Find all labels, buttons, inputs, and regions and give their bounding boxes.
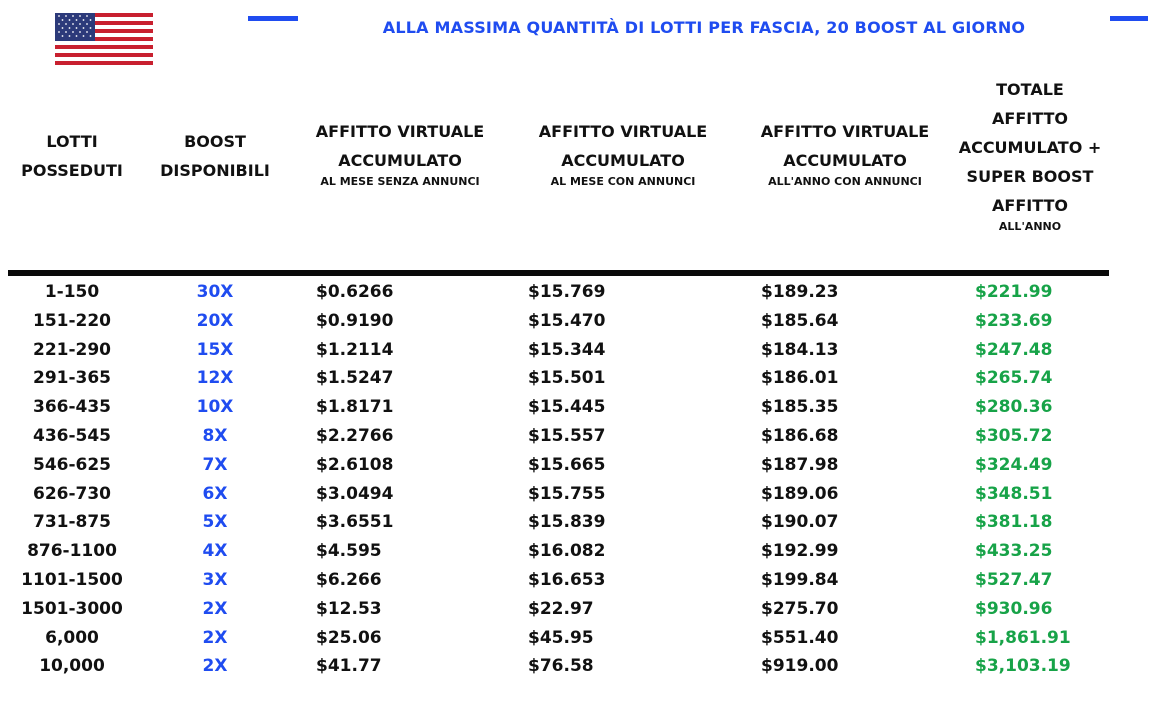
header-lotti bbox=[18, 127, 126, 185]
header-line: ACCUMULATO bbox=[561, 151, 685, 170]
cell-totale: $527.47 bbox=[975, 570, 1053, 590]
cell-affitto-anno-con: $190.07 bbox=[761, 512, 839, 533]
header-line: ACCUMULATO + bbox=[958, 138, 1102, 157]
cell-totale: $305.72 bbox=[975, 426, 1053, 446]
cell-affitto-mese-con: $15.755 bbox=[528, 483, 606, 504]
cell-affitto-mese-senza: $1.5247 bbox=[316, 368, 394, 389]
cell-affitto-anno-con: $275.70 bbox=[761, 598, 839, 619]
cell-boost: 5X bbox=[202, 512, 228, 533]
cell-affitto-anno-con: $187.98 bbox=[761, 454, 839, 475]
header-line: ACCUMULATO bbox=[783, 151, 907, 170]
cell-totale: $221.99 bbox=[975, 282, 1053, 302]
cell-affitto-mese-senza: $0.6266 bbox=[316, 282, 394, 302]
cell-affitto-mese-senza: $3.6551 bbox=[316, 512, 394, 533]
cell-lotti: 291-365 bbox=[32, 368, 112, 389]
header-affitto-mese-con bbox=[528, 117, 718, 189]
header-sub: ALL'ANNO bbox=[998, 220, 1062, 233]
table-row bbox=[0, 567, 1152, 596]
cell-affitto-mese-con: $76.58 bbox=[528, 656, 594, 677]
cell-boost: 12X bbox=[196, 368, 234, 389]
cell-lotti: 1501-3000 bbox=[21, 598, 123, 619]
cell-boost: 30X bbox=[196, 282, 234, 302]
us-flag-icon bbox=[55, 13, 153, 65]
table-row bbox=[0, 481, 1152, 510]
cell-boost: 20X bbox=[196, 310, 234, 331]
cell-lotti: 6,000 bbox=[45, 627, 99, 648]
cell-affitto-mese-senza: $1.8171 bbox=[316, 397, 394, 418]
cell-affitto-mese-con: $15.501 bbox=[528, 368, 606, 389]
cell-totale: $348.51 bbox=[975, 483, 1053, 504]
cell-lotti: 731-875 bbox=[32, 512, 112, 533]
table-row bbox=[0, 538, 1152, 567]
cell-totale: $930.96 bbox=[975, 598, 1053, 619]
table-row bbox=[0, 596, 1152, 625]
table-row bbox=[0, 423, 1152, 452]
cell-boost: 2X bbox=[202, 627, 228, 648]
cell-lotti: 1101-1500 bbox=[21, 570, 123, 590]
cell-affitto-mese-senza: $3.0494 bbox=[316, 483, 394, 504]
header-line: POSSEDUTI bbox=[21, 161, 123, 180]
cell-affitto-mese-con: $15.445 bbox=[528, 397, 606, 418]
cell-boost: 2X bbox=[202, 598, 228, 619]
cell-boost: 4X bbox=[202, 541, 228, 562]
table-row bbox=[0, 279, 1152, 308]
cell-totale: $265.74 bbox=[975, 368, 1053, 389]
header-line: AFFITTO bbox=[992, 196, 1068, 215]
cell-totale: $381.18 bbox=[975, 512, 1053, 533]
cell-boost: 10X bbox=[196, 397, 234, 418]
cell-boost: 2X bbox=[202, 656, 228, 677]
header-line: AFFITTO VIRTUALE bbox=[760, 122, 930, 141]
cell-affitto-mese-senza: $4.595 bbox=[316, 541, 382, 562]
accent-bar-right bbox=[1110, 16, 1148, 21]
header-line: TOTALE bbox=[996, 80, 1064, 99]
cell-affitto-mese-con: $15.344 bbox=[528, 339, 606, 360]
cell-lotti: 626-730 bbox=[32, 483, 112, 504]
cell-affitto-mese-senza: $2.6108 bbox=[316, 454, 394, 475]
cell-affitto-mese-con: $15.769 bbox=[528, 282, 606, 302]
cell-boost: 3X bbox=[202, 570, 228, 590]
table-row bbox=[0, 509, 1152, 538]
header-line: AFFITTO VIRTUALE bbox=[538, 122, 708, 141]
cell-affitto-anno-con: $186.01 bbox=[761, 368, 839, 389]
header-affitto-anno-con bbox=[750, 117, 940, 189]
cell-lotti: 876-1100 bbox=[27, 541, 117, 562]
cell-affitto-mese-senza: $0.9190 bbox=[316, 310, 394, 331]
cell-lotti: 1-150 bbox=[44, 282, 100, 302]
cell-lotti: 436-545 bbox=[32, 426, 112, 446]
cell-boost: 6X bbox=[202, 483, 228, 504]
cell-affitto-mese-con: $16.653 bbox=[528, 570, 606, 590]
cell-boost: 8X bbox=[202, 426, 228, 446]
cell-affitto-mese-con: $45.95 bbox=[528, 627, 594, 648]
table-row bbox=[0, 337, 1152, 366]
header-sub: AL MESE CON ANNUNCI bbox=[550, 175, 696, 188]
cell-affitto-anno-con: $186.68 bbox=[761, 426, 839, 446]
cell-totale: $1,861.91 bbox=[975, 627, 1071, 648]
cell-affitto-anno-con: $184.13 bbox=[761, 339, 839, 360]
cell-affitto-mese-con: $15.557 bbox=[528, 426, 606, 446]
page-title: ALLA MASSIMA QUANTITÀ DI LOTTI PER FASCIA, 20 BOOST AL GIORNO bbox=[382, 18, 1026, 37]
cell-totale: $3,103.19 bbox=[975, 656, 1071, 677]
header-line: AFFITTO VIRTUALE bbox=[315, 122, 485, 141]
cell-affitto-anno-con: $919.00 bbox=[761, 656, 839, 677]
header-boost bbox=[155, 127, 275, 185]
header-line: AFFITTO bbox=[992, 109, 1068, 128]
cell-lotti: 151-220 bbox=[32, 310, 112, 331]
cell-affitto-anno-con: $192.99 bbox=[761, 541, 839, 562]
table-row bbox=[0, 625, 1152, 654]
cell-affitto-mese-con: $22.97 bbox=[528, 598, 594, 619]
table-row bbox=[0, 365, 1152, 394]
header-divider bbox=[8, 270, 1109, 276]
cell-totale: $280.36 bbox=[975, 397, 1053, 418]
cell-affitto-mese-senza: $6.266 bbox=[316, 570, 382, 590]
header-line: SUPER BOOST bbox=[966, 167, 1094, 186]
table-row bbox=[0, 394, 1152, 423]
table-row bbox=[0, 308, 1152, 337]
cell-boost: 15X bbox=[196, 339, 234, 360]
cell-affitto-anno-con: $189.06 bbox=[761, 483, 839, 504]
cell-affitto-mese-con: $15.839 bbox=[528, 512, 606, 533]
cell-affitto-anno-con: $185.64 bbox=[761, 310, 839, 331]
header-line: LOTTI bbox=[46, 132, 98, 151]
table-row bbox=[0, 653, 1152, 682]
cell-totale: $324.49 bbox=[975, 454, 1053, 475]
cell-affitto-mese-con: $16.082 bbox=[528, 541, 606, 562]
header-totale bbox=[955, 75, 1105, 234]
cell-affitto-mese-con: $15.470 bbox=[528, 310, 606, 331]
cell-totale: $233.69 bbox=[975, 310, 1053, 331]
cell-affitto-mese-con: $15.665 bbox=[528, 454, 606, 475]
cell-affitto-mese-senza: $25.06 bbox=[316, 627, 382, 648]
header-sub: ALL'ANNO CON ANNUNCI bbox=[768, 175, 922, 188]
cell-affitto-mese-senza: $12.53 bbox=[316, 598, 382, 619]
cell-lotti: 546-625 bbox=[32, 454, 112, 475]
header-line: BOOST bbox=[184, 132, 246, 151]
table-row bbox=[0, 452, 1152, 481]
cell-lotti: 10,000 bbox=[39, 656, 105, 677]
header-line: DISPONIBILI bbox=[160, 161, 270, 180]
accent-bar-left bbox=[248, 16, 298, 21]
cell-affitto-anno-con: $551.40 bbox=[761, 627, 839, 648]
cell-affitto-mese-senza: $2.2766 bbox=[316, 426, 394, 446]
cell-affitto-anno-con: $189.23 bbox=[761, 282, 839, 302]
cell-affitto-anno-con: $199.84 bbox=[761, 570, 839, 590]
header-line: ACCUMULATO bbox=[338, 151, 462, 170]
cell-totale: $433.25 bbox=[975, 541, 1053, 562]
cell-affitto-anno-con: $185.35 bbox=[761, 397, 839, 418]
cell-affitto-mese-senza: $1.2114 bbox=[316, 339, 394, 360]
header-affitto-mese-senza bbox=[305, 117, 495, 189]
cell-affitto-mese-senza: $41.77 bbox=[316, 656, 382, 677]
cell-lotti: 366-435 bbox=[32, 397, 112, 418]
header-sub: AL MESE SENZA ANNUNCI bbox=[320, 175, 480, 188]
cell-boost: 7X bbox=[202, 454, 228, 475]
cell-totale: $247.48 bbox=[975, 339, 1053, 360]
cell-lotti: 221-290 bbox=[32, 339, 112, 360]
